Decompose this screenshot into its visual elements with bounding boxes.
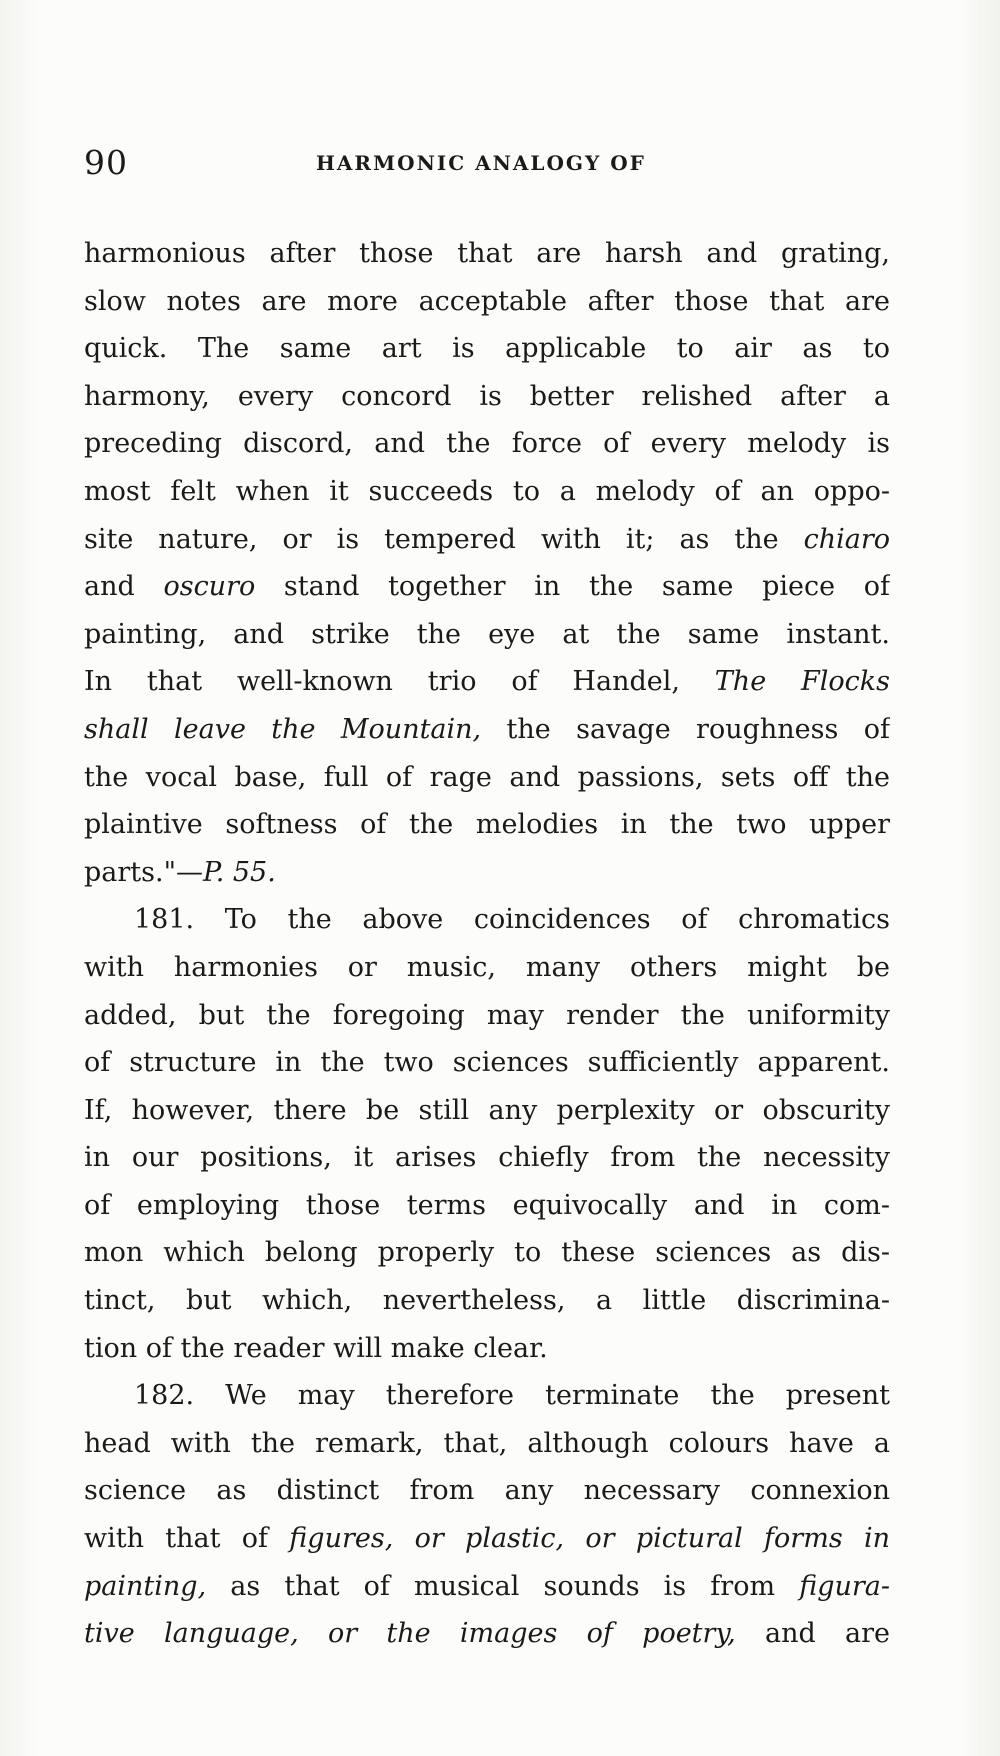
text-segment: quick. The same art is applicable to air as to — [84, 333, 890, 365]
text-line — [84, 1087, 890, 1135]
text-line — [84, 944, 890, 992]
text-segment: the savage roughness of — [481, 713, 890, 745]
text-line — [84, 230, 890, 278]
text-line — [84, 563, 890, 611]
text-line — [84, 706, 890, 754]
text-line — [84, 1039, 890, 1087]
text-line — [84, 1610, 890, 1658]
page-number: 90 — [84, 143, 128, 182]
body-text — [84, 230, 890, 1658]
text-segment: mon which belong properly to these sciences as dis- — [84, 1237, 890, 1269]
page-header — [84, 138, 904, 188]
italic-text: P. 55. — [203, 856, 276, 888]
italic-text: figures, or plastic, or pictural forms in — [289, 1523, 890, 1555]
text-segment: stand together in the same piece of — [255, 571, 890, 603]
text-line — [84, 325, 890, 373]
text-line — [84, 992, 890, 1040]
text-segment: If, however, there be still any perplexity or obscurity — [84, 1094, 890, 1126]
italic-text: shall leave the Mountain, — [84, 713, 482, 745]
text-segment: most felt when it succeeds to a melody of an oppo- — [84, 475, 890, 507]
text-segment: in our positions, it arises chiefly from the necessity — [84, 1142, 890, 1174]
text-line — [84, 1182, 890, 1230]
text-segment: science as distinct from any necessary connexion — [84, 1475, 890, 1507]
text-segment: of structure in the two sciences sufficiently apparent. — [84, 1047, 890, 1079]
text-segment: painting, and strike the eye at the same instant. — [84, 618, 890, 650]
italic-text: tive language, or the images of poetry, — [84, 1618, 736, 1650]
text-line — [84, 896, 890, 944]
text-line — [84, 1467, 890, 1515]
text-line — [84, 1372, 890, 1420]
text-line — [84, 658, 890, 706]
text-line — [84, 1515, 890, 1563]
running-head: HARMONIC ANALOGY OF — [316, 151, 646, 175]
italic-text: The Flocks — [714, 666, 890, 698]
text-segment: harmonious after those that are harsh and grating, — [84, 238, 890, 269]
text-line — [84, 1277, 890, 1325]
text-line — [84, 1134, 890, 1182]
text-segment: and — [84, 571, 164, 603]
text-line — [84, 849, 890, 897]
text-line — [84, 468, 890, 516]
text-line — [84, 1325, 890, 1373]
text-segment: In that well-known trio of Handel, — [84, 666, 715, 698]
text-segment: head with the remark, that, although colours have a — [84, 1427, 890, 1459]
text-line — [84, 801, 890, 849]
text-segment: added, but the foregoing may render the uniformity — [84, 999, 890, 1031]
text-segment: tinct, but which, nevertheless, a little discrimina- — [84, 1285, 890, 1317]
italic-text: painting, — [84, 1570, 207, 1602]
text-segment: slow notes are more acceptable after those that are — [84, 285, 890, 317]
text-segment: preceding discord, and the force of every melody is — [84, 428, 890, 460]
text-line — [84, 420, 890, 468]
italic-text: oscuro — [163, 571, 256, 603]
italic-text: figura- — [799, 1570, 890, 1602]
text-segment: site nature, or is tempered with it; as the — [84, 523, 804, 555]
text-segment: with that of — [84, 1523, 290, 1555]
text-segment: plaintive softness of the melodies in the two upper — [84, 809, 890, 841]
text-line — [84, 516, 890, 564]
text-segment: the vocal base, full of rage and passions, sets off the — [84, 761, 890, 793]
text-line — [84, 754, 890, 802]
text-line — [84, 373, 890, 421]
text-line — [84, 1563, 890, 1611]
text-line — [84, 278, 890, 326]
text-segment: with harmonies or music, many others might be — [84, 951, 890, 983]
text-line — [84, 611, 890, 659]
text-segment: tion of the reader will make clear. — [84, 1332, 548, 1364]
text-segment: 181. To the above coincidences of chromatics — [134, 904, 890, 936]
text-segment: of employing those terms equivocally and in com- — [84, 1189, 890, 1221]
text-segment: harmony, every concord is better relished after a — [84, 380, 890, 412]
text-segment: as that of musical sounds is from — [206, 1570, 800, 1602]
text-segment: parts."— — [84, 856, 203, 888]
text-segment: and are — [735, 1618, 890, 1650]
text-segment: 182. We may therefore terminate the present — [134, 1380, 890, 1412]
italic-text: chiaro — [803, 523, 890, 555]
text-line — [84, 1420, 890, 1468]
text-line — [84, 1229, 890, 1277]
